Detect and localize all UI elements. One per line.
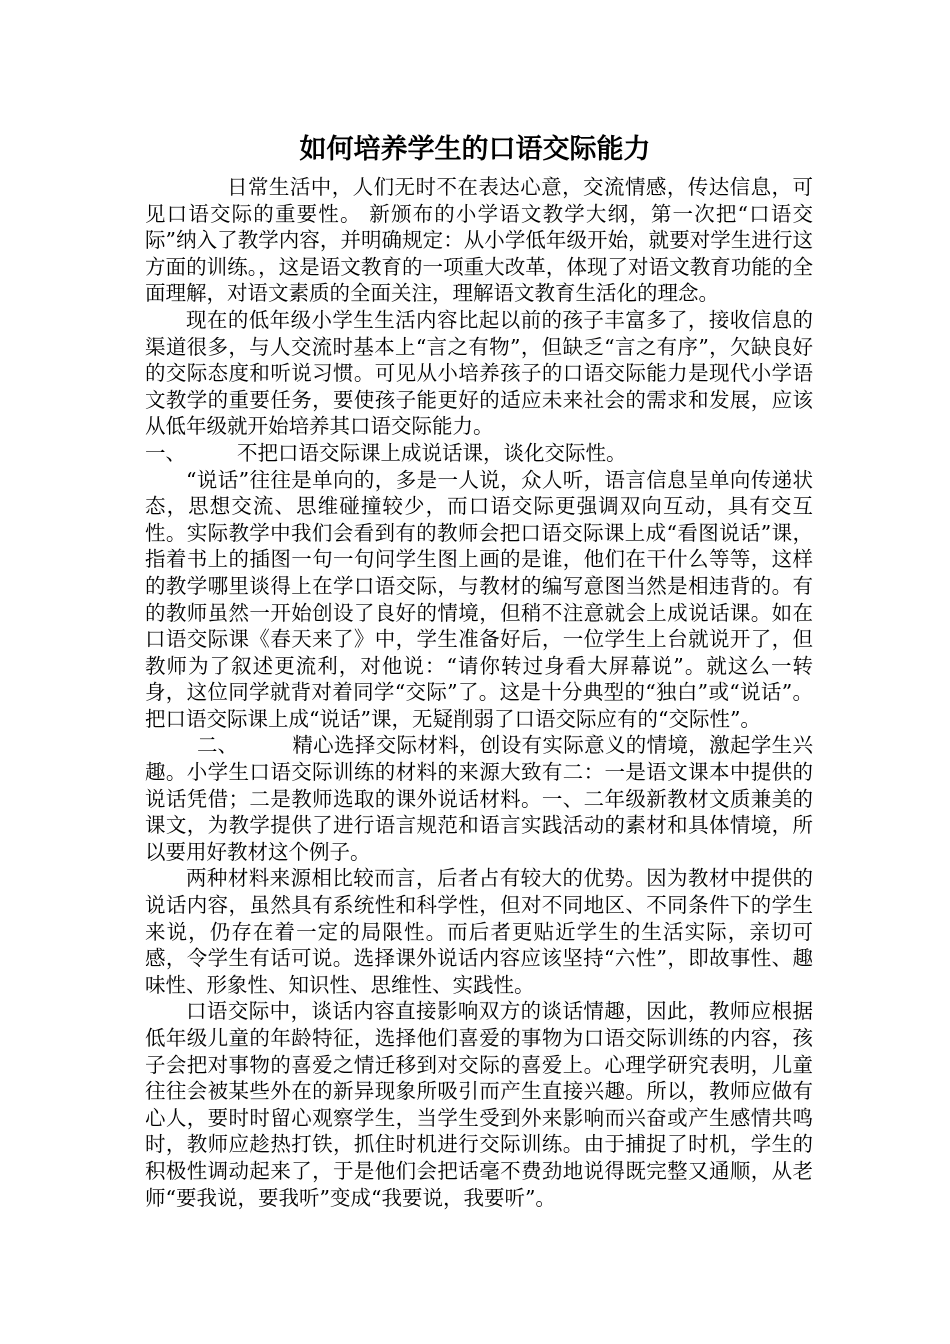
section-heading-1-text: 不把口语交际课上成说话课，谈化交际性。 [237, 440, 627, 465]
paragraph-intro: 日常生活中，人们无时不在表达心意，交流情感，传达信息，可见口语交际的重要性。 新颁布的小学语文教学大纲，第一次把“口语交际”纳入了教学内容，并明确规定：从小学低年级开始，就要对学生进行这方面的训练。，这是语文教育的一项重大改革，体现了对语文教育功能的全面理解，对语文素质的全面关注，理解语文教育生活化的理念。 [145, 175, 813, 306]
section-number-1: 一、 [145, 440, 186, 465]
paragraph-2: 现在的低年级小学生生活内容比起以前的孩子丰富多了，接收信息的渠道很多，与人交流时基本上“言之有物”，但缺乏“言之有序”，欠缺良好的交际态度和听说习惯。可见从小培养孩子的口语交际能力是现代小学语文教学的重要任务，要使孩子能更好的适应未来社会的需求和发展，应该从低年级就开始培养其口语交际能力。 [145, 307, 813, 439]
section-number-2: 二、 [197, 733, 238, 758]
section-heading-1 [145, 440, 813, 467]
document-title: 如何培养学生的口语交际能力 [299, 134, 651, 165]
paragraph-3: “说话”往往是单向的，多是一人说，众人听，语言信息呈单向传递状态，思想交流、思维碰撞较少，而口语交际更强调双向互动，具有交互性。实际教学中我们会看到有的教师会把口语交际课上成“看图说话”课，指着书上的插图一句一句问学生图上画的是谁，他们在干什么等等，这样的教学哪里谈得上在学口语交际，与教材的编写意图当然是相违背的。有的教师虽然一开始创设了良好的情境，但稍不注意就会上成说话课。如在口语交际课《春天来了》中，学生准备好后，一位学生上台就说开了，但教师为了叙述更流利，对他说：“请你转过身看大屏幕说”。就这么一转身，这位同学就背对着同学“交际”了。这是十分典型的“独白”或“说话”。把口语交际课上成“说话”课，无疑削弱了口语交际应有的“交际性”。 [145, 467, 813, 731]
paragraph-5: 口语交际中，谈话内容直接影响双方的谈话情趣，因此，教师应根据低年级儿童的年龄特征，选择他们喜爱的事物为口语交际训练的内容，孩子会把对事物的喜爱之情迁移到对交际的喜爱上。心理学研究表明，儿童往往会被某些外在的新异现象所吸引而产生直接兴趣。所以，教师应做有心人，要时时留心观察学生，当学生受到外来影响而兴奋或产生感情共鸣时，教师应趁热打铁，抓住时机进行交际训练。由于捕捉了时机，学生的积极性调动起来了，于是他们会把话毫不费劲地说得既完整又通顺，从老师“要我说，要我听”变成“我要说，我要听”。 [145, 999, 813, 1210]
document-body [145, 174, 813, 1211]
paragraph-4: 两种材料来源相比较而言，后者占有较大的优势。因为教材中提供的说话内容，虽然具有系统性和科学性，但对不同地区、不同条件下的学生来说，仍存在着一定的局限性。而后者更贴近学生的生活实际，亲切可感，令学生有话可说。选择课外说话内容应该坚持“六性”，即故事性、趣味性、形象性、知识性、思维性、实践性。 [145, 866, 813, 997]
section-heading-2 [145, 732, 813, 865]
section-heading-2-text: 精心选择交际材料，创设有实际意义的情境，激起学生兴趣。小学生口语交际训练的材料的来源大致有二：一是语文课本中提供的说话凭借；二是教师选取的课外说话材料。一、二年级新教材文质兼美的课文，为教学提供了进行语言规范和语言实践活动的素材和具体情境，所以要用好教材这个例子。 [145, 733, 813, 864]
